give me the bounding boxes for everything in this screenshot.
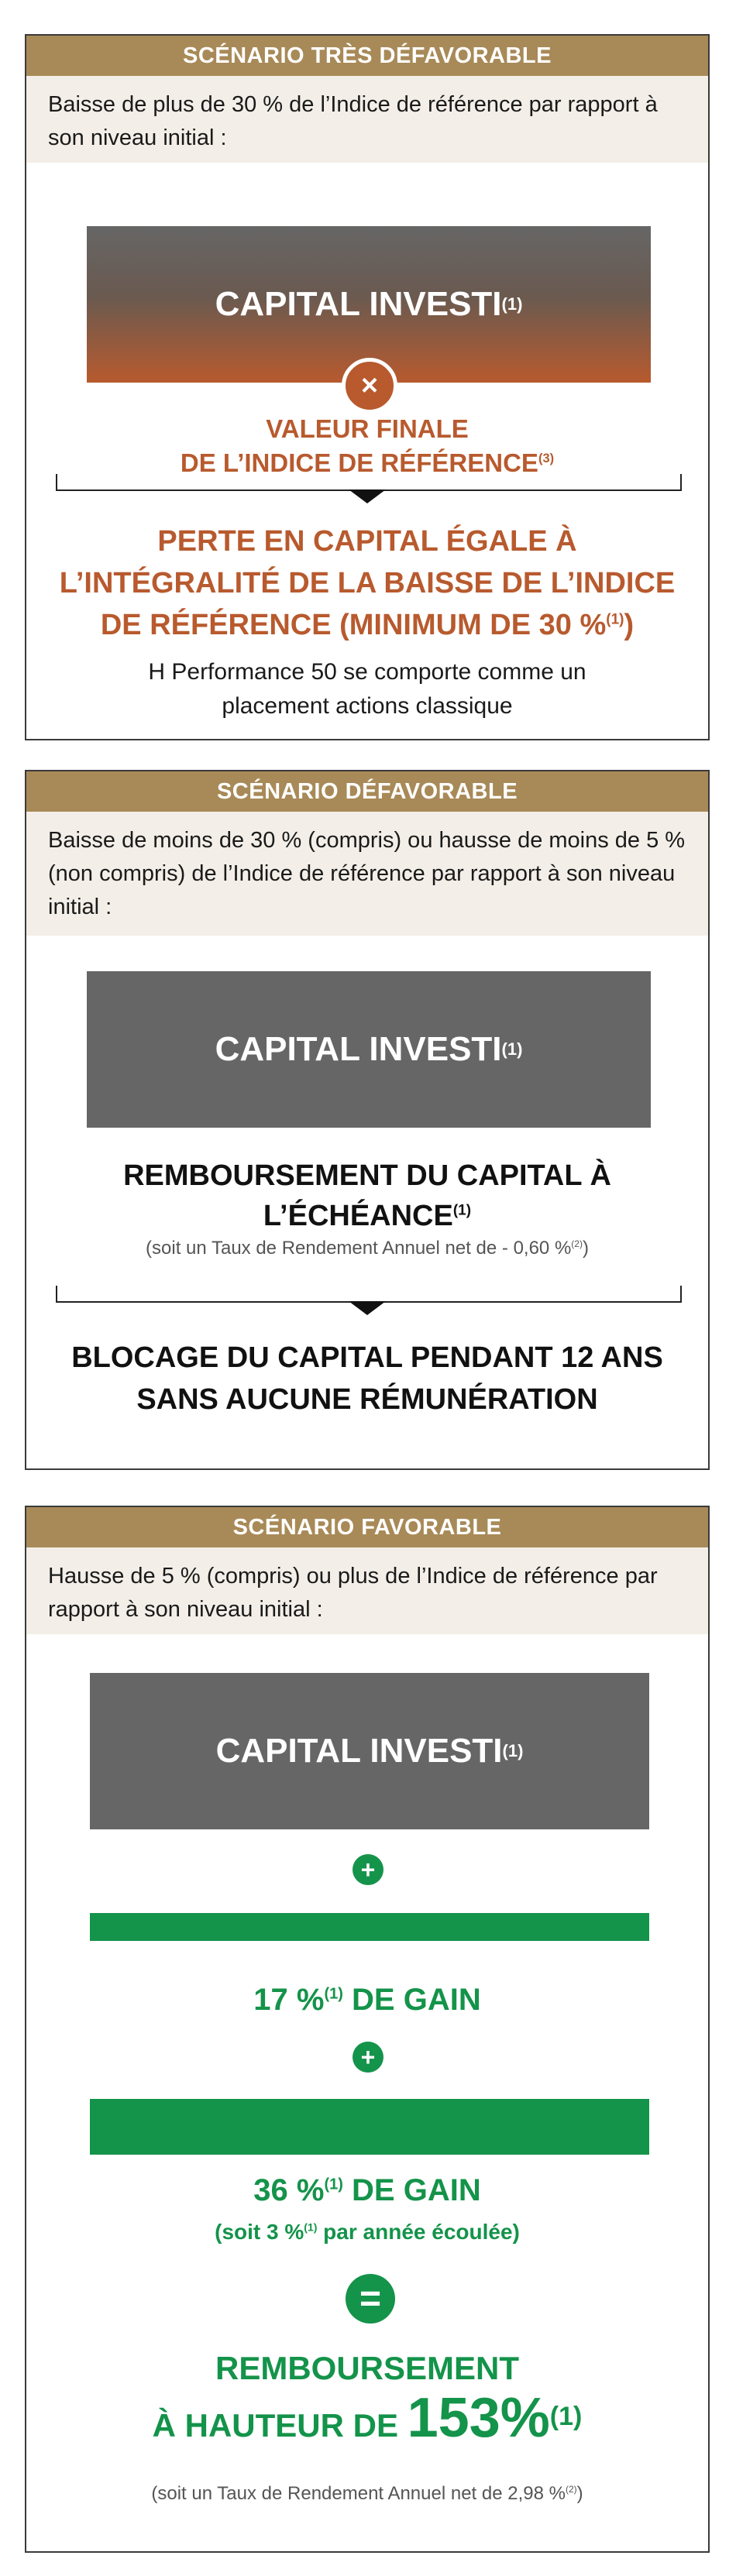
scenario-header: SCÉNARIO FAVORABLE [26, 1507, 708, 1547]
plus-icon: + [353, 1854, 383, 1885]
scenario-description: Hausse de 5 % (compris) ou plus de l’Indice de référence par rapport à son niveau initial : [26, 1547, 708, 1634]
capital-label: CAPITAL INVESTI [215, 1030, 502, 1068]
gain-annual-text: (soit 3 %$^{(1)}$ par année écoulée) [215, 2220, 520, 2244]
gain-17-text: 17 %$^{(1)}$ DE GAIN [253, 1983, 481, 2017]
footnote-ref: (1) [452, 1202, 472, 1219]
comportement-note: H Performance 50 se comporte comme un placement actions classique [148, 659, 586, 719]
gain-bar-36 [90, 2099, 649, 2155]
taux-rendement-note: (soit un Taux de Rendement Annuel net de - 0,60 %$^{(2)}$) [146, 1238, 589, 1259]
scenario-favorable-card [25, 1506, 710, 2553]
taux-rendement-note: (soit un Taux de Rendement Annuel net de 2,98 %$^{(2)}$) [151, 2483, 583, 2504]
scenario-description: Baisse de plus de 30 % de l’Indice de référence par rapport à son niveau initial : [26, 76, 708, 163]
down-arrow-icon [349, 1301, 386, 1315]
multiply-icon: × [342, 358, 397, 414]
plus-icon: + [353, 2042, 383, 2073]
scenario-header: SCÉNARIO TRÈS DÉFAVORABLE [26, 36, 708, 76]
footnote-ref: (1) [606, 611, 624, 628]
gain-bar-17 [90, 1913, 649, 1941]
bracket-divider [56, 474, 682, 491]
blocage-capital-text: BLOCAGE DU CAPITAL PENDANT 12 ANS SANS AUCUNE RÉMUNÉRATION [71, 1341, 663, 1416]
gain-36-text: 36 %$^{(1)}$ DE GAIN [253, 2173, 481, 2207]
capital-investi-box: CAPITAL INVESTI (1) [87, 971, 651, 1128]
remboursement-capital-text: REMBOURSEMENT DU CAPITAL À L’ÉCHÉANCE$^{(1)}$ [123, 1159, 611, 1232]
scenario-header: SCÉNARIO DÉFAVORABLE [26, 771, 708, 812]
bracket-divider [56, 1286, 682, 1303]
down-arrow-icon [349, 489, 386, 503]
scenario-defavorable-card [25, 770, 710, 1470]
capital-investi-box: CAPITAL INVESTI (1) [90, 1673, 649, 1829]
capital-label: CAPITAL INVESTI [215, 1732, 503, 1770]
equals-icon: = [346, 2274, 395, 2324]
perte-en-capital-text: PERTE EN CAPITAL ÉGALE À L’INTÉGRALITÉ DE LA BAISSE DE L’INDICE DE RÉFÉRENCE (MINIMUM DE 30 %$^{(1)}$) [59, 525, 676, 641]
final-percentage: 153% [407, 2387, 550, 2449]
valeur-finale-label: VALEUR FINALE DE L’INDICE DE RÉFÉRENCE$^{(3)}$ [180, 414, 555, 477]
scenario-description: Baisse de moins de 30 % (compris) ou hausse de moins de 5 % (non compris) de l’Indice de référence par rapport à son niveau initial : [26, 812, 708, 936]
remboursement-final-text: REMBOURSEMENT À HAUTEUR DE 153%$^{(1)}$ [152, 2350, 583, 2449]
capital-label: CAPITAL INVESTI [215, 285, 502, 323]
capital-investi-box: CAPITAL INVESTI (1) [87, 226, 651, 383]
scenario-tres-defavorable-card [25, 34, 710, 740]
footnote-ref: (3) [538, 452, 555, 465]
